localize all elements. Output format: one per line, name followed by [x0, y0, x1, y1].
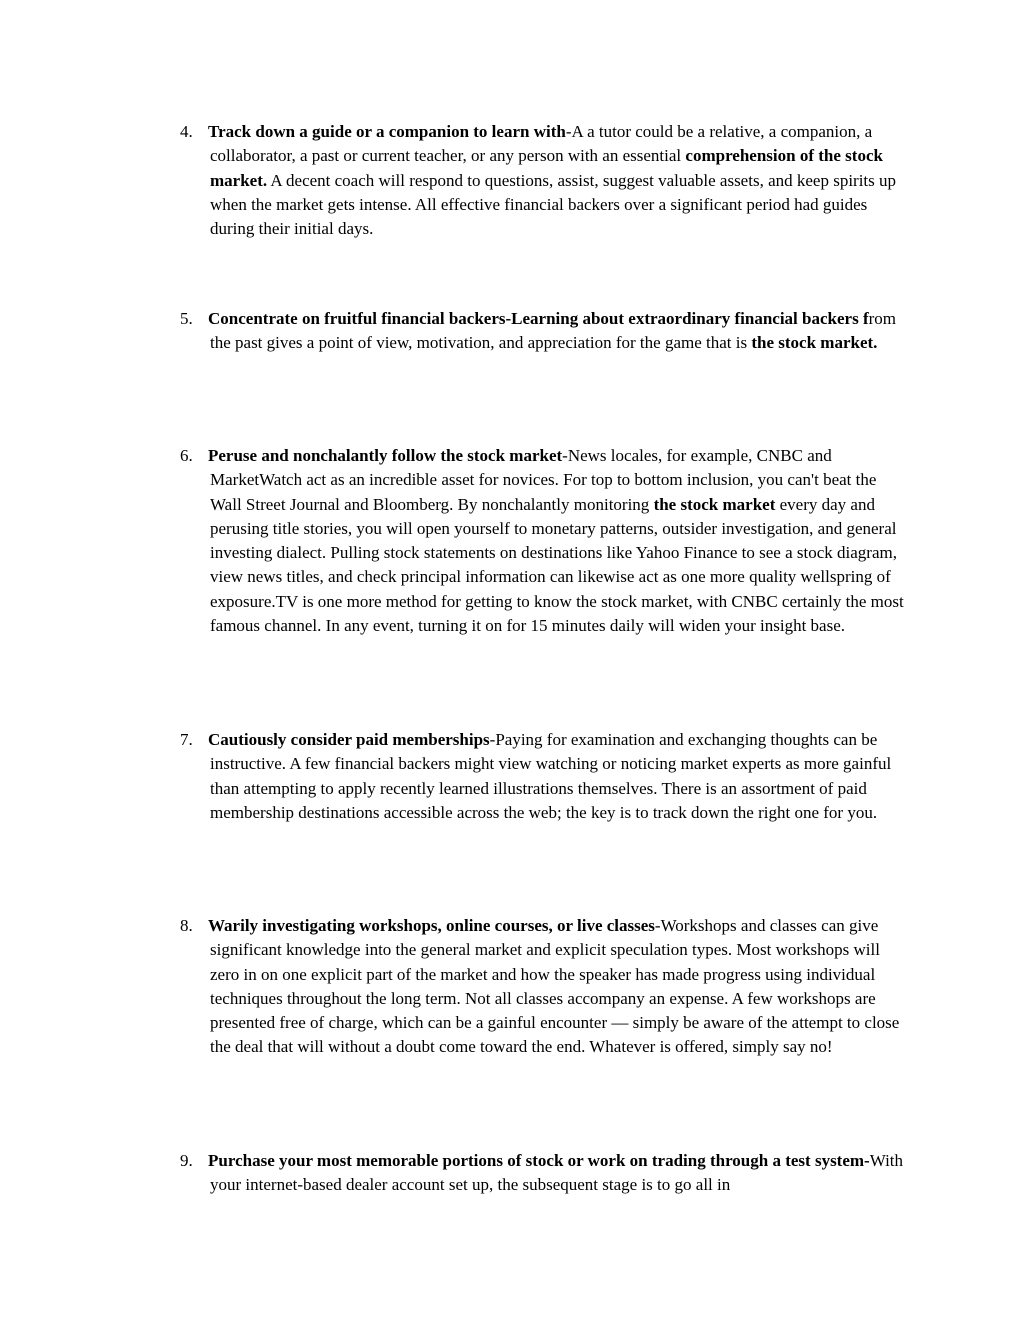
list-item-6: [180, 444, 910, 638]
list-item-text: [210, 307, 910, 356]
text-run: -News locales, for example, CNBC and MarketWatch act as an incredible asset for novices. For top to bottom inclusion, you can't beat the Wall Street Journal and Bloomberg. By nonchalantly monitoring: [210, 446, 877, 514]
bold-run: the stock market: [653, 494, 776, 514]
list-item-7: [180, 728, 910, 825]
text-run: A decent coach will respond to questions, assist, suggest valuable assets, and keep spirits up when the market gets intense. All effective financial backers over a significant period had guides during their initial days.: [210, 170, 897, 239]
text-run: -A a tutor could be a relative, a companion, a collaborator, a past or current teacher, or any person with an essential: [210, 122, 873, 166]
list-item-5: [180, 307, 910, 356]
list-item-4: [180, 120, 910, 241]
list-number: 4.: [180, 122, 193, 141]
text-run: With your internet-based dealer account set up, the subsequent stage is to go all in: [210, 1151, 904, 1195]
text-run: rom the past gives a point of view, motivation, and appreciation for the game that is: [210, 309, 896, 353]
list-item-text: [210, 120, 910, 241]
list-item-text: [210, 728, 910, 825]
text-run: -Workshops and classes can give significant knowledge into the general market and explicit speculation types. Most workshops will zero in on one explicit part of the market and how the speaker has made progress using individual techniques throughout the long term. Not all classes accompany an expense. A few workshops are presented free of charge, which can be a gainful encounter — simply be aware of the attempt to close the deal that will without a doubt come toward the end. Whatever is offered, simply say no!: [210, 916, 900, 1057]
list-item-text: [210, 914, 910, 1060]
list-number: 6.: [180, 446, 193, 465]
list-item-text: [210, 444, 910, 638]
text-run: -Paying for examination and exchanging thoughts can be instructive. A few financial backers might view watching or noticing market experts as more gainful than attempting to apply recently learned illustrations themselves. There is an assortment of paid membership destinations accessible across the web; the key is to track down the right one for you.: [210, 730, 892, 822]
list-number: 8.: [180, 916, 193, 935]
bold-run: the stock market.: [751, 333, 878, 353]
bold-run: Track down a guide or a companion to learn with: [208, 122, 566, 141]
list-number: 5.: [180, 309, 193, 328]
bold-run: Concentrate on fruitful financial backers-Learning about extraordinary financial backers f: [208, 309, 869, 328]
list-number: 7.: [180, 730, 193, 749]
bold-run: Purchase your most memorable portions of stock or work on trading through a test system-: [208, 1151, 870, 1170]
list-item-8: [180, 914, 910, 1060]
text-run: every day and perusing title stories, you will open yourself to monetary patterns, outsider investigation, and general investing dialect. Pulling stock statements on destinations like Yahoo Finance to see a stock diagram, view news titles, and check principal information can likewise act as one more quality wellspring of exposure.TV is one more method for getting to know the stock market, with CNBC certainly the most famous channel. In any event, turning it on for 15 minutes daily will widen your insight base.: [210, 494, 904, 636]
bold-run: Warily investigating workshops, online courses, or live classes: [208, 916, 655, 935]
bold-run: Peruse and nonchalantly follow the stock market: [208, 446, 563, 465]
bold-run: Cautiously consider paid memberships: [208, 730, 490, 749]
list-item-text: [210, 1149, 910, 1198]
list-number: 9.: [180, 1151, 193, 1170]
list-item-9: [180, 1149, 910, 1198]
bold-run: comprehension of the stock market.: [210, 146, 883, 190]
